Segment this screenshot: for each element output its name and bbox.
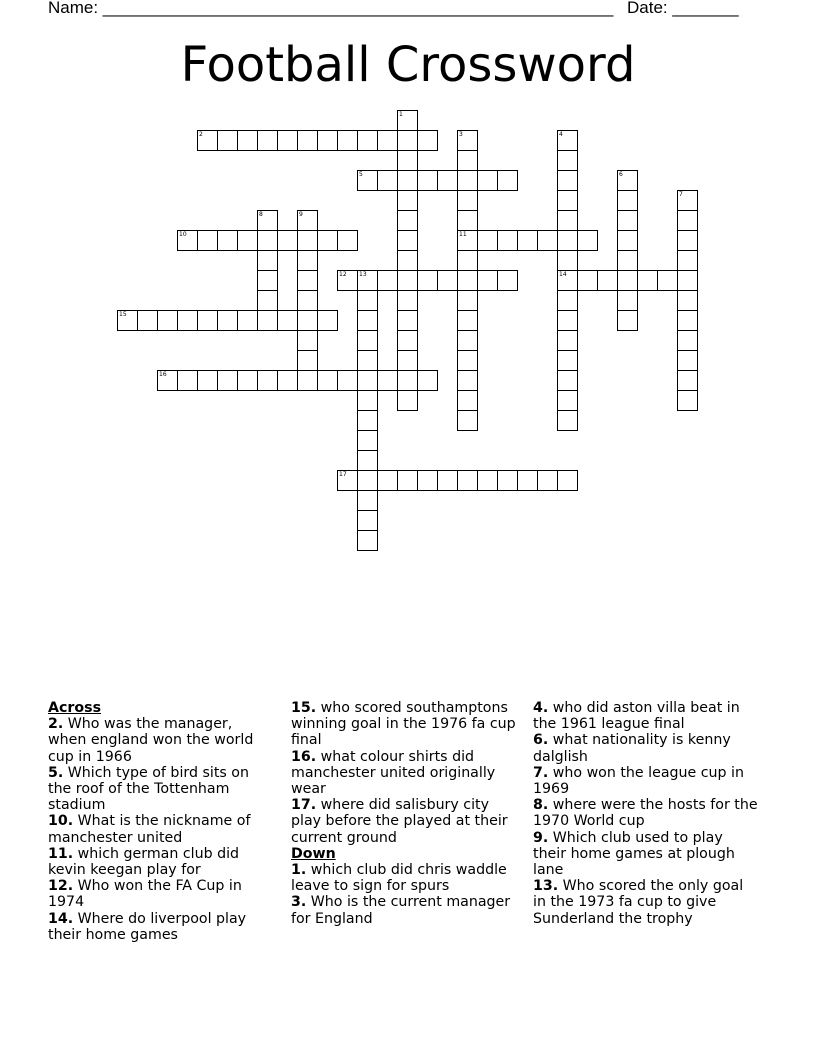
grid-cell[interactable] — [457, 130, 478, 151]
grid-cell[interactable] — [377, 370, 398, 391]
grid-cell[interactable] — [357, 430, 378, 451]
clue-number: 9 — [299, 211, 303, 218]
grid-cell[interactable] — [397, 290, 418, 311]
grid-cell[interactable] — [317, 370, 338, 391]
grid-cell[interactable] — [357, 410, 378, 431]
clue-across-16: 16. what colour shirts did manchester united originally wear — [291, 748, 496, 798]
grid-cell[interactable] — [657, 270, 678, 291]
grid-cell[interactable] — [617, 190, 638, 211]
clue-down-9: 9. Which club used to play their home games at plough lane — [533, 829, 735, 879]
clue-number: 2 — [199, 131, 203, 138]
grid-cell[interactable] — [217, 310, 238, 331]
grid-cell[interactable] — [677, 310, 698, 331]
grid-cell[interactable] — [677, 370, 698, 391]
grid-cell[interactable] — [137, 310, 158, 331]
grid-cell[interactable] — [557, 390, 578, 411]
grid-cell[interactable] — [457, 310, 478, 331]
grid-cell[interactable] — [517, 230, 538, 251]
grid-cell[interactable] — [297, 330, 318, 351]
grid-cell[interactable] — [617, 290, 638, 311]
grid-cell[interactable] — [457, 210, 478, 231]
date-field-line: Date: _______ — [627, 0, 739, 17]
grid-cell[interactable] — [217, 230, 238, 251]
grid-cell[interactable] — [377, 170, 398, 191]
grid-cell[interactable] — [677, 250, 698, 271]
grid-cell[interactable] — [397, 130, 418, 151]
grid-cell[interactable] — [177, 310, 198, 331]
grid-cell[interactable] — [617, 210, 638, 231]
grid-cell[interactable] — [397, 230, 418, 251]
clue-across-14: 14. Where do liverpool play their home games — [48, 910, 247, 943]
grid-cell[interactable] — [377, 130, 398, 151]
grid-cell[interactable] — [117, 310, 138, 331]
grid-cell[interactable] — [357, 330, 378, 351]
clues-column-2 — [291, 700, 523, 927]
grid-cell[interactable] — [297, 250, 318, 271]
grid-cell[interactable] — [597, 270, 618, 291]
grid-cell[interactable] — [577, 230, 598, 251]
grid-cell[interactable] — [237, 230, 258, 251]
clue-number: 7 — [679, 191, 683, 198]
grid-cell[interactable] — [237, 310, 258, 331]
clue-across-10: 10. What is the nickname of manchester united — [48, 813, 251, 846]
grid-cell[interactable] — [557, 470, 578, 491]
grid-cell[interactable] — [157, 310, 178, 331]
grid-cell[interactable] — [497, 230, 518, 251]
grid-cell[interactable] — [297, 210, 318, 231]
grid-cell[interactable] — [277, 130, 298, 151]
grid-cell[interactable] — [177, 230, 198, 251]
grid-cell[interactable] — [357, 350, 378, 371]
grid-cell[interactable] — [457, 290, 478, 311]
grid-cell[interactable] — [257, 290, 278, 311]
grid-cell[interactable] — [257, 250, 278, 271]
grid-cell[interactable] — [497, 170, 518, 191]
grid-cell[interactable] — [557, 250, 578, 271]
grid-cell[interactable] — [677, 190, 698, 211]
grid-cell[interactable] — [357, 470, 378, 491]
grid-cell[interactable] — [257, 130, 278, 151]
grid-cell[interactable] — [617, 310, 638, 331]
grid-cell[interactable] — [577, 270, 598, 291]
grid-cell[interactable] — [357, 290, 378, 311]
grid-cell[interactable] — [297, 370, 318, 391]
grid-cell[interactable] — [417, 170, 438, 191]
grid-cell[interactable] — [357, 510, 378, 531]
clue-across-12: 12. Who won the FA Cup in 1974 — [48, 878, 242, 911]
grid-cell[interactable] — [197, 130, 218, 151]
grid-cell[interactable] — [357, 270, 378, 291]
grid-cell[interactable] — [557, 290, 578, 311]
grid-cell[interactable] — [437, 270, 458, 291]
grid-cell[interactable] — [357, 130, 378, 151]
grid-cell[interactable] — [337, 130, 358, 151]
grid-cell[interactable] — [397, 310, 418, 331]
grid-cell[interactable] — [397, 370, 418, 391]
grid-cell[interactable] — [497, 470, 518, 491]
grid-cell[interactable] — [677, 230, 698, 251]
grid-cell[interactable] — [677, 330, 698, 351]
grid-cell[interactable] — [297, 290, 318, 311]
grid-cell[interactable] — [297, 270, 318, 291]
grid-cell[interactable] — [157, 370, 178, 391]
grid-cell[interactable] — [557, 370, 578, 391]
grid-cell[interactable] — [357, 370, 378, 391]
grid-cell[interactable] — [377, 470, 398, 491]
clue-across-2: 2. Who was the manager, when england won the world cup in 1966 — [48, 716, 254, 765]
clue-number: 4 — [559, 131, 563, 138]
grid-cell[interactable] — [457, 410, 478, 431]
grid-cell[interactable] — [397, 110, 418, 131]
grid-cell[interactable] — [457, 270, 478, 291]
clue-down-13: 13. Who scored the only goal in the 1973 fa cup to give Sunderland the trophy — [533, 878, 744, 927]
name-field-line: Name: ______________________________________________________ — [48, 0, 614, 17]
grid-cell[interactable] — [317, 230, 338, 251]
grid-cell[interactable] — [397, 390, 418, 411]
clue-number: 17 — [339, 471, 347, 478]
grid-cell[interactable] — [437, 170, 458, 191]
grid-cell[interactable] — [617, 170, 638, 191]
grid-cell[interactable] — [677, 350, 698, 371]
grid-cell[interactable] — [297, 310, 318, 331]
clues-column-3 — [533, 700, 758, 927]
grid-cell[interactable] — [457, 470, 478, 491]
grid-cell[interactable] — [437, 470, 458, 491]
grid-cell[interactable] — [397, 250, 418, 271]
clue-number: 11 — [459, 231, 467, 238]
clue-across-5: 5. Which type of bird sits on the roof of the Tottenham stadium — [48, 764, 249, 814]
grid-cell[interactable] — [397, 190, 418, 211]
clues-column-1 — [48, 700, 273, 943]
grid-cell[interactable] — [397, 330, 418, 351]
grid-cell[interactable] — [297, 350, 318, 371]
clue-down-4: 4. who did aston villa beat in the 1961 league final — [533, 700, 740, 733]
clue-number: 12 — [339, 271, 347, 278]
grid-cell[interactable] — [217, 130, 238, 151]
grid-cell[interactable] — [197, 230, 218, 251]
grid-cell[interactable] — [297, 230, 318, 251]
grid-cell[interactable] — [457, 250, 478, 271]
clue-number: 14 — [559, 271, 567, 278]
page-title: Football Crossword — [180, 37, 636, 93]
grid-cell[interactable] — [277, 310, 298, 331]
grid-cell[interactable] — [177, 370, 198, 391]
grid-cell[interactable] — [417, 370, 438, 391]
grid-cell[interactable] — [357, 490, 378, 511]
grid-cell[interactable] — [297, 130, 318, 151]
grid-cell[interactable] — [617, 250, 638, 271]
clue-number: 8 — [259, 211, 263, 218]
grid-cell[interactable] — [477, 170, 498, 191]
grid-cell[interactable] — [397, 210, 418, 231]
grid-cell[interactable] — [557, 310, 578, 331]
clue-across-11: 11. which german club did kevin keegan play for — [48, 845, 240, 879]
grid-cell[interactable] — [557, 230, 578, 251]
grid-cell[interactable] — [357, 170, 378, 191]
grid-cell[interactable] — [557, 210, 578, 231]
grid-cell[interactable] — [477, 270, 498, 291]
clue-number: 10 — [179, 231, 187, 238]
grid-cell[interactable] — [537, 470, 558, 491]
grid-cell[interactable] — [557, 170, 578, 191]
grid-cell[interactable] — [457, 370, 478, 391]
grid-cell[interactable] — [337, 230, 358, 251]
clue-number: 3 — [459, 131, 463, 138]
grid-cell[interactable] — [637, 270, 658, 291]
grid-cell[interactable] — [417, 470, 438, 491]
grid-cell[interactable] — [557, 190, 578, 211]
clue-number: 1 — [399, 111, 403, 118]
grid-cell[interactable] — [237, 370, 258, 391]
grid-cell[interactable] — [477, 470, 498, 491]
grid-cell[interactable] — [197, 310, 218, 331]
grid-cell[interactable] — [457, 190, 478, 211]
grid-cell[interactable] — [457, 170, 478, 191]
grid-cell[interactable] — [397, 170, 418, 191]
grid-cell[interactable] — [457, 350, 478, 371]
grid-cell[interactable] — [337, 270, 358, 291]
grid-cell[interactable] — [257, 230, 278, 251]
grid-cell[interactable] — [677, 290, 698, 311]
grid-cell[interactable] — [517, 470, 538, 491]
grid-cell[interactable] — [557, 350, 578, 371]
clue-number: 5 — [359, 171, 363, 178]
clue-down-6: 6. what nationality is kenny dalglish — [533, 732, 731, 765]
grid-cell[interactable] — [617, 230, 638, 251]
grid-cell[interactable] — [337, 470, 358, 491]
grid-cell[interactable] — [237, 130, 258, 151]
grid-cell[interactable] — [677, 390, 698, 411]
grid-cell[interactable] — [557, 410, 578, 431]
clue-down-3: 3. Who is the current manager for England — [291, 894, 511, 927]
grid-cell[interactable] — [557, 130, 578, 151]
grid-cell[interactable] — [397, 150, 418, 171]
grid-cell[interactable] — [497, 270, 518, 291]
grid-cell[interactable] — [317, 310, 338, 331]
grid-cell[interactable] — [197, 370, 218, 391]
grid-cell[interactable] — [337, 370, 358, 391]
grid-cell[interactable] — [377, 270, 398, 291]
clue-down-7: 7. who won the league cup in 1969 — [533, 764, 744, 798]
grid-cell[interactable] — [557, 330, 578, 351]
grid-cell[interactable] — [677, 270, 698, 291]
grid-cell[interactable] — [357, 530, 378, 551]
clue-number: 6 — [619, 171, 623, 178]
down-heading: Down — [291, 845, 336, 862]
grid-cell[interactable] — [257, 310, 278, 331]
clue-number: 15 — [119, 311, 127, 318]
clue-across-15: 15. who scored southamptons winning goal in the 1976 fa cup final — [291, 700, 516, 749]
grid-cell[interactable] — [357, 390, 378, 411]
grid-cell[interactable] — [257, 210, 278, 231]
across-heading: Across — [48, 700, 102, 716]
grid-cell[interactable] — [457, 150, 478, 171]
grid-cell[interactable] — [397, 270, 418, 291]
grid-cell[interactable] — [397, 350, 418, 371]
grid-cell[interactable] — [217, 370, 238, 391]
clue-across-17: 17. where did salisbury city play before the played at their current ground — [291, 797, 508, 846]
grid-cell[interactable] — [317, 130, 338, 151]
grid-cell[interactable] — [357, 450, 378, 471]
grid-cell[interactable] — [677, 210, 698, 231]
grid-cell[interactable] — [457, 330, 478, 351]
grid-cell[interactable] — [557, 270, 578, 291]
grid-cell[interactable] — [257, 270, 278, 291]
grid-cell[interactable] — [537, 230, 558, 251]
clue-down-1: 1. which club did chris waddle leave to sign for spurs — [291, 862, 507, 895]
grid-cell[interactable] — [477, 230, 498, 251]
grid-cell[interactable] — [277, 230, 298, 251]
grid-cell[interactable] — [257, 370, 278, 391]
clue-number: 16 — [159, 371, 167, 378]
grid-cell[interactable] — [357, 310, 378, 331]
grid-cell[interactable] — [557, 150, 578, 171]
grid-cell[interactable] — [617, 270, 638, 291]
grid-cell[interactable] — [417, 130, 438, 151]
clue-number: 13 — [359, 271, 367, 278]
grid-cell[interactable] — [457, 390, 478, 411]
grid-cell[interactable] — [277, 370, 298, 391]
grid-cell[interactable] — [417, 270, 438, 291]
clue-down-8: 8. where were the hosts for the 1970 World cup — [533, 797, 758, 830]
grid-cell[interactable] — [397, 470, 418, 491]
grid-cell[interactable] — [457, 230, 478, 251]
